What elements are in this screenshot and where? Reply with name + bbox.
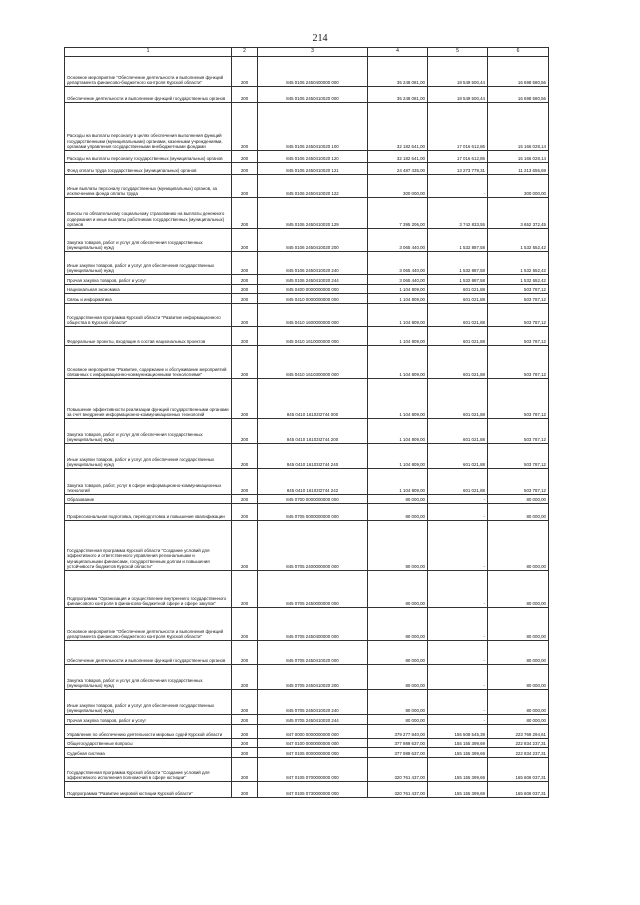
row-code-cell: 200 bbox=[232, 782, 258, 798]
table-row bbox=[65, 419, 549, 444]
column-header: 6 bbox=[488, 48, 549, 57]
row-executed-cell: 1 532 887,58 bbox=[428, 229, 488, 252]
row-approved-cell: 80 000,00 bbox=[368, 641, 428, 665]
row-article-cell: 845 0106 2450410020 122 bbox=[258, 175, 368, 198]
table-row bbox=[65, 690, 549, 715]
row-remaining-cell: 1 532 552,42 bbox=[488, 229, 549, 252]
row-article-cell: 845 0106 2450410020 000 bbox=[258, 87, 368, 103]
row-name-cell: Иные закупки товаров, работ и услуг для обеспечения государственных (муниципальных) нужд bbox=[65, 252, 232, 275]
row-approved-cell: 24 487 435,00 bbox=[368, 163, 428, 175]
row-approved-cell: 35 248 081,00 bbox=[368, 57, 428, 87]
table-row bbox=[65, 198, 549, 229]
row-code-cell: 200 bbox=[232, 608, 258, 641]
row-executed-cell: - bbox=[428, 175, 488, 198]
row-article-cell: 845 0410 16103I2744 242 bbox=[258, 469, 368, 495]
row-remaining-cell: 80 000,00 bbox=[488, 715, 549, 725]
row-approved-cell: 1 104 809,00 bbox=[368, 294, 428, 304]
row-remaining-cell: 80 000,00 bbox=[488, 665, 549, 690]
row-approved-cell: 1 104 809,00 bbox=[368, 379, 428, 419]
row-name-cell: Федеральные проекты, входящие в состав национальных проектов bbox=[65, 327, 232, 346]
row-article-cell: 845 0410 16103I2744 200 bbox=[258, 419, 368, 444]
row-executed-cell: 601 021,88 bbox=[428, 379, 488, 419]
row-remaining-cell: 80 000,00 bbox=[488, 690, 549, 715]
row-approved-cell: 32 182 641,00 bbox=[368, 103, 428, 151]
row-executed-cell: 1 532 887,58 bbox=[428, 252, 488, 275]
row-approved-cell: 3 065 440,00 bbox=[368, 229, 428, 252]
row-name-cell: Подпрограмма "Организация и осуществление внутреннего государственного финансового контроля в финансово-бюджетной сфере и сфере закупок" bbox=[65, 571, 232, 608]
row-article-cell: 845 0705 2450400000 000 bbox=[258, 608, 368, 641]
row-name-cell: Закупка товаров, работ, услуг в сфере информационно-коммуникационных технологий bbox=[65, 469, 232, 495]
row-approved-cell: 1 104 809,00 bbox=[368, 419, 428, 444]
row-remaining-cell: 503 787,12 bbox=[488, 304, 549, 327]
row-approved-cell: 32 182 641,00 bbox=[368, 151, 428, 163]
row-article-cell: 845 0700 0000000000 000 bbox=[258, 495, 368, 504]
row-executed-cell: 601 021,88 bbox=[428, 346, 488, 379]
row-code-cell: 200 bbox=[232, 571, 258, 608]
row-remaining-cell: 80 000,00 bbox=[488, 495, 549, 504]
row-executed-cell: 155 155 399,69 bbox=[428, 782, 488, 798]
table-row bbox=[65, 504, 549, 521]
row-remaining-cell: 11 213 655,69 bbox=[488, 163, 549, 175]
row-name-cell: Расходы на выплаты персоналу в целях обеспечения выполнения функций государственными (муниципальными) органами, казенными учреждениями, органами управления государственными внебюджетными фондами bbox=[65, 103, 232, 151]
row-code-cell: 200 bbox=[232, 304, 258, 327]
row-code-cell: 200 bbox=[232, 163, 258, 175]
table-row bbox=[65, 725, 549, 739]
row-remaining-cell: 503 787,12 bbox=[488, 419, 549, 444]
row-remaining-cell: 80 000,00 bbox=[488, 571, 549, 608]
table-row bbox=[65, 275, 549, 285]
row-article-cell: 845 0106 2450400000 000 bbox=[258, 57, 368, 87]
row-approved-cell: 80 000,00 bbox=[368, 495, 428, 504]
row-executed-cell: 18 549 500,44 bbox=[428, 57, 488, 87]
row-code-cell: 200 bbox=[232, 665, 258, 690]
row-article-cell: 845 0106 2450410020 200 bbox=[258, 229, 368, 252]
row-remaining-cell: 300 000,00 bbox=[488, 175, 549, 198]
row-article-cell: 845 0705 0000000000 000 bbox=[258, 504, 368, 521]
row-code-cell: 200 bbox=[232, 419, 258, 444]
row-name-cell: Судебная система bbox=[65, 748, 232, 758]
row-remaining-cell: 16 698 580,56 bbox=[488, 57, 549, 87]
table-row bbox=[65, 294, 549, 304]
row-code-cell: 200 bbox=[232, 327, 258, 346]
row-name-cell: Прочая закупка товаров, работ и услуг bbox=[65, 275, 232, 285]
row-approved-cell: 80 000,00 bbox=[368, 715, 428, 725]
row-approved-cell: 3 065 440,00 bbox=[368, 252, 428, 275]
table-row bbox=[65, 571, 549, 608]
row-name-cell: Профессиональная подготовка, переподготовка и повышение квалификации bbox=[65, 504, 232, 521]
row-article-cell: 845 0106 2450410020 129 bbox=[258, 198, 368, 229]
row-executed-cell: - bbox=[428, 641, 488, 665]
row-executed-cell: 155 155 399,69 bbox=[428, 748, 488, 758]
table-row bbox=[65, 469, 549, 495]
row-approved-cell: 1 104 809,00 bbox=[368, 327, 428, 346]
row-name-cell: Закупка товаров, работ и услуг для обеспечения государственных (муниципальных) нужд bbox=[65, 665, 232, 690]
row-code-cell: 200 bbox=[232, 198, 258, 229]
row-remaining-cell: 80 000,00 bbox=[488, 521, 549, 571]
table-row bbox=[65, 379, 549, 419]
row-code-cell: 200 bbox=[232, 504, 258, 521]
row-code-cell: 200 bbox=[232, 229, 258, 252]
row-name-cell: Национальная экономика bbox=[65, 285, 232, 294]
row-code-cell: 200 bbox=[232, 725, 258, 739]
row-executed-cell: - bbox=[428, 521, 488, 571]
column-header: 4 bbox=[368, 48, 428, 57]
row-remaining-cell: 80 000,00 bbox=[488, 504, 549, 521]
row-article-cell: 845 0705 2400000000 000 bbox=[258, 521, 368, 571]
table-row bbox=[65, 87, 549, 103]
column-header: 1 bbox=[65, 48, 232, 57]
row-name-cell: Прочая закупка товаров, работ и услуг bbox=[65, 715, 232, 725]
row-name-cell: Закупка товаров, работ и услуг для обеспечения государственных (муниципальных) нужд bbox=[65, 229, 232, 252]
table-row bbox=[65, 285, 549, 294]
row-article-cell: 845 0410 0000000000 000 bbox=[258, 294, 368, 304]
row-name-cell: Расходы на выплаты персоналу государственных (муниципальных) органов bbox=[65, 151, 232, 163]
table-row bbox=[65, 715, 549, 725]
row-approved-cell: 300 000,00 bbox=[368, 175, 428, 198]
row-approved-cell: 80 000,00 bbox=[368, 521, 428, 571]
row-remaining-cell: 80 000,00 bbox=[488, 641, 549, 665]
row-article-cell: 847 0100 0000000000 000 bbox=[258, 739, 368, 748]
row-article-cell: 845 0106 2450410020 244 bbox=[258, 275, 368, 285]
row-code-cell: 200 bbox=[232, 758, 258, 782]
page-number: 214 bbox=[312, 33, 328, 44]
table-row bbox=[65, 346, 549, 379]
row-executed-cell: 17 016 612,86 bbox=[428, 103, 488, 151]
row-article-cell: 845 0705 2450410020 244 bbox=[258, 715, 368, 725]
row-remaining-cell: 503 787,12 bbox=[488, 444, 549, 469]
row-remaining-cell: 503 787,12 bbox=[488, 346, 549, 379]
row-code-cell: 200 bbox=[232, 151, 258, 163]
row-remaining-cell: 165 606 037,31 bbox=[488, 758, 549, 782]
table-header-row bbox=[65, 48, 549, 57]
row-name-cell: Фонд оплаты труда государственных (муниципальных) органов bbox=[65, 163, 232, 175]
row-code-cell: 200 bbox=[232, 715, 258, 725]
row-approved-cell: 80 000,00 bbox=[368, 504, 428, 521]
row-approved-cell: 1 104 809,00 bbox=[368, 346, 428, 379]
row-remaining-cell: 503 787,12 bbox=[488, 469, 549, 495]
row-executed-cell: - bbox=[428, 690, 488, 715]
row-article-cell: 847 0105 0730000000 000 bbox=[258, 782, 368, 798]
table-row bbox=[65, 229, 549, 252]
row-executed-cell: 601 021,88 bbox=[428, 294, 488, 304]
row-name-cell: Повышение эффективности реализации функций государственными органами за счет внедрения информационно-коммуникационных технологий bbox=[65, 379, 232, 419]
row-approved-cell: 80 000,00 bbox=[368, 690, 428, 715]
table-row bbox=[65, 327, 549, 346]
column-header: 3 bbox=[258, 48, 368, 57]
row-code-cell: 200 bbox=[232, 346, 258, 379]
table-row bbox=[65, 641, 549, 665]
row-approved-cell: 320 761 437,00 bbox=[368, 758, 428, 782]
row-approved-cell: 1 104 809,00 bbox=[368, 285, 428, 294]
row-code-cell: 200 bbox=[232, 521, 258, 571]
row-remaining-cell: 16 698 580,56 bbox=[488, 87, 549, 103]
row-executed-cell: - bbox=[428, 715, 488, 725]
row-remaining-cell: 1 532 552,42 bbox=[488, 275, 549, 285]
table-row bbox=[65, 151, 549, 163]
row-approved-cell: 320 761 437,00 bbox=[368, 782, 428, 798]
row-code-cell: 200 bbox=[232, 175, 258, 198]
row-article-cell: 845 0705 2450410020 240 bbox=[258, 690, 368, 715]
row-approved-cell: 35 248 081,00 bbox=[368, 87, 428, 103]
row-code-cell: 200 bbox=[232, 748, 258, 758]
row-remaining-cell: 503 787,12 bbox=[488, 294, 549, 304]
row-name-cell: Связь и информатика bbox=[65, 294, 232, 304]
table-body bbox=[65, 48, 549, 798]
row-remaining-cell: 503 787,12 bbox=[488, 285, 549, 294]
row-article-cell: 845 0410 16103I2744 240 bbox=[258, 444, 368, 469]
row-approved-cell: 377 989 637,00 bbox=[368, 748, 428, 758]
table-row bbox=[65, 304, 549, 327]
row-article-cell: 845 0410 16103I2744 000 bbox=[258, 379, 368, 419]
row-executed-cell: 3 742 833,55 bbox=[428, 198, 488, 229]
row-code-cell: 200 bbox=[232, 294, 258, 304]
budget-table bbox=[64, 47, 549, 798]
row-name-cell: Иные закупки товаров, работ и услуг для обеспечения государственных (муниципальных) нужд bbox=[65, 690, 232, 715]
row-code-cell: 200 bbox=[232, 469, 258, 495]
row-name-cell: Закупка товаров, работ и услуг для обеспечения государственных (муниципальных) нужд bbox=[65, 419, 232, 444]
row-code-cell: 200 bbox=[232, 379, 258, 419]
row-article-cell: 847 0000 0000000000 000 bbox=[258, 725, 368, 739]
row-remaining-cell: 15 166 028,14 bbox=[488, 103, 549, 151]
row-article-cell: 845 0705 2450000000 000 bbox=[258, 571, 368, 608]
row-remaining-cell: 165 606 037,31 bbox=[488, 782, 549, 798]
row-article-cell: 845 0400 0000000000 000 bbox=[258, 285, 368, 294]
row-remaining-cell: 3 652 372,45 bbox=[488, 198, 549, 229]
row-article-cell: 845 0106 2450410020 121 bbox=[258, 163, 368, 175]
row-article-cell: 847 0105 0000000000 000 bbox=[258, 748, 368, 758]
table-row bbox=[65, 252, 549, 275]
table-row bbox=[65, 444, 549, 469]
row-executed-cell: 601 021,88 bbox=[428, 327, 488, 346]
row-name-cell: Иные выплаты персоналу государственных (муниципальных) органов, за исключением фонда оплаты труда bbox=[65, 175, 232, 198]
row-name-cell: Государственная программа Курской области "Создание условий для эффективного исполнения полномочий в сфере юстиции" bbox=[65, 758, 232, 782]
row-executed-cell: 601 021,88 bbox=[428, 285, 488, 294]
table-row bbox=[65, 665, 549, 690]
row-executed-cell: - bbox=[428, 571, 488, 608]
row-article-cell: 847 0105 0700000000 000 bbox=[258, 758, 368, 782]
row-code-cell: 200 bbox=[232, 275, 258, 285]
row-approved-cell: 80 000,00 bbox=[368, 665, 428, 690]
row-name-cell: Обеспечение деятельности и выполнение функций государственных органов bbox=[65, 87, 232, 103]
table-row bbox=[65, 103, 549, 151]
row-executed-cell: 155 508 545,39 bbox=[428, 725, 488, 739]
row-code-cell: 200 bbox=[232, 495, 258, 504]
row-name-cell: Обеспечение деятельности и выполнение функций государственных органов bbox=[65, 641, 232, 665]
row-code-cell: 200 bbox=[232, 252, 258, 275]
row-remaining-cell: 222 834 237,31 bbox=[488, 739, 549, 748]
row-name-cell: Образование bbox=[65, 495, 232, 504]
row-name-cell: Основное мероприятие "Обеспечение деятельности и выполнения функций департамента финансово-бюджетного контроля Курской области" bbox=[65, 608, 232, 641]
row-executed-cell: - bbox=[428, 495, 488, 504]
table-row bbox=[65, 163, 549, 175]
row-approved-cell: 3 065 440,00 bbox=[368, 275, 428, 285]
table-row bbox=[65, 57, 549, 87]
table-row bbox=[65, 758, 549, 782]
row-executed-cell: 1 532 887,58 bbox=[428, 275, 488, 285]
row-article-cell: 845 0705 2450410020 000 bbox=[258, 641, 368, 665]
row-approved-cell: 379 277 840,00 bbox=[368, 725, 428, 739]
row-name-cell: Государственная программа Курской области "Создание условий для эффективного и ответственного управления региональными и муниципальными финансами, государственным долгом и повышения устойчивости бюджетов Курской области" bbox=[65, 521, 232, 571]
row-name-cell: Основное мероприятие "Развитие, содержание и обслуживание мероприятий связанных с информационно-коммуникационными технологиями" bbox=[65, 346, 232, 379]
row-remaining-cell: 222 834 237,31 bbox=[488, 748, 549, 758]
row-approved-cell: 377 989 637,00 bbox=[368, 739, 428, 748]
row-code-cell: 200 bbox=[232, 444, 258, 469]
row-remaining-cell: 15 166 028,14 bbox=[488, 151, 549, 163]
column-header: 2 bbox=[232, 48, 258, 57]
table-row bbox=[65, 175, 549, 198]
row-executed-cell: 155 155 399,69 bbox=[428, 758, 488, 782]
row-name-cell: Управление по обеспечению деятельности мировых судей Курской области bbox=[65, 725, 232, 739]
row-code-cell: 200 bbox=[232, 87, 258, 103]
row-code-cell: 200 bbox=[232, 690, 258, 715]
row-code-cell: 200 bbox=[232, 103, 258, 151]
row-remaining-cell: 80 000,00 bbox=[488, 608, 549, 641]
row-code-cell: 200 bbox=[232, 641, 258, 665]
row-article-cell: 845 0410 1610000000 000 bbox=[258, 327, 368, 346]
row-name-cell: Взносы по обязательному социальному страхованию на выплаты денежного содержания и иные выплаты работникам государственных (муниципальных) органов bbox=[65, 198, 232, 229]
row-article-cell: 845 0106 2450410020 120 bbox=[258, 151, 368, 163]
row-article-cell: 845 0705 2450410020 200 bbox=[258, 665, 368, 690]
row-remaining-cell: 223 769 294,61 bbox=[488, 725, 549, 739]
row-article-cell: 845 0106 2450410020 240 bbox=[258, 252, 368, 275]
table-row bbox=[65, 495, 549, 504]
table-row bbox=[65, 748, 549, 758]
row-executed-cell: 13 273 779,31 bbox=[428, 163, 488, 175]
row-executed-cell: 601 021,88 bbox=[428, 304, 488, 327]
row-name-cell: Подпрограмма "Развитие мировой юстиции Курской области" bbox=[65, 782, 232, 798]
row-code-cell: 200 bbox=[232, 285, 258, 294]
row-article-cell: 845 0106 2450410020 100 bbox=[258, 103, 368, 151]
row-article-cell: 845 0410 1610300000 000 bbox=[258, 346, 368, 379]
row-remaining-cell: 503 787,12 bbox=[488, 379, 549, 419]
row-approved-cell: 1 104 809,00 bbox=[368, 444, 428, 469]
row-approved-cell: 80 000,00 bbox=[368, 571, 428, 608]
table-row bbox=[65, 739, 549, 748]
column-header: 5 bbox=[428, 48, 488, 57]
row-approved-cell: 7 395 206,00 bbox=[368, 198, 428, 229]
row-executed-cell: 17 016 612,86 bbox=[428, 151, 488, 163]
row-executed-cell: - bbox=[428, 504, 488, 521]
table-row bbox=[65, 521, 549, 571]
row-executed-cell: 18 549 500,44 bbox=[428, 87, 488, 103]
row-remaining-cell: 503 787,12 bbox=[488, 327, 549, 346]
row-executed-cell: - bbox=[428, 608, 488, 641]
row-name-cell: Государственная программа Курской области "Развитие информационного общества в Курской области" bbox=[65, 304, 232, 327]
row-code-cell: 200 bbox=[232, 57, 258, 87]
row-article-cell: 845 0410 1600000000 000 bbox=[258, 304, 368, 327]
row-remaining-cell: 1 532 552,42 bbox=[488, 252, 549, 275]
row-executed-cell: - bbox=[428, 665, 488, 690]
row-approved-cell: 1 104 809,00 bbox=[368, 304, 428, 327]
row-executed-cell: 601 021,88 bbox=[428, 444, 488, 469]
row-executed-cell: 601 021,88 bbox=[428, 419, 488, 444]
row-name-cell: Общегосударственные вопросы bbox=[65, 739, 232, 748]
row-code-cell: 200 bbox=[232, 739, 258, 748]
row-executed-cell: 601 021,88 bbox=[428, 469, 488, 495]
row-approved-cell: 1 104 809,00 bbox=[368, 469, 428, 495]
table-row bbox=[65, 608, 549, 641]
row-name-cell: Основное мероприятие "Обеспечение деятельности и выполнения функций департамента финансово-бюджетного контроля Курской области" bbox=[65, 57, 232, 87]
row-approved-cell: 80 000,00 bbox=[368, 608, 428, 641]
table-row bbox=[65, 782, 549, 798]
row-name-cell: Иные закупки товаров, работ и услуг для обеспечения государственных (муниципальных) нужд bbox=[65, 444, 232, 469]
row-executed-cell: 155 155 399,69 bbox=[428, 739, 488, 748]
